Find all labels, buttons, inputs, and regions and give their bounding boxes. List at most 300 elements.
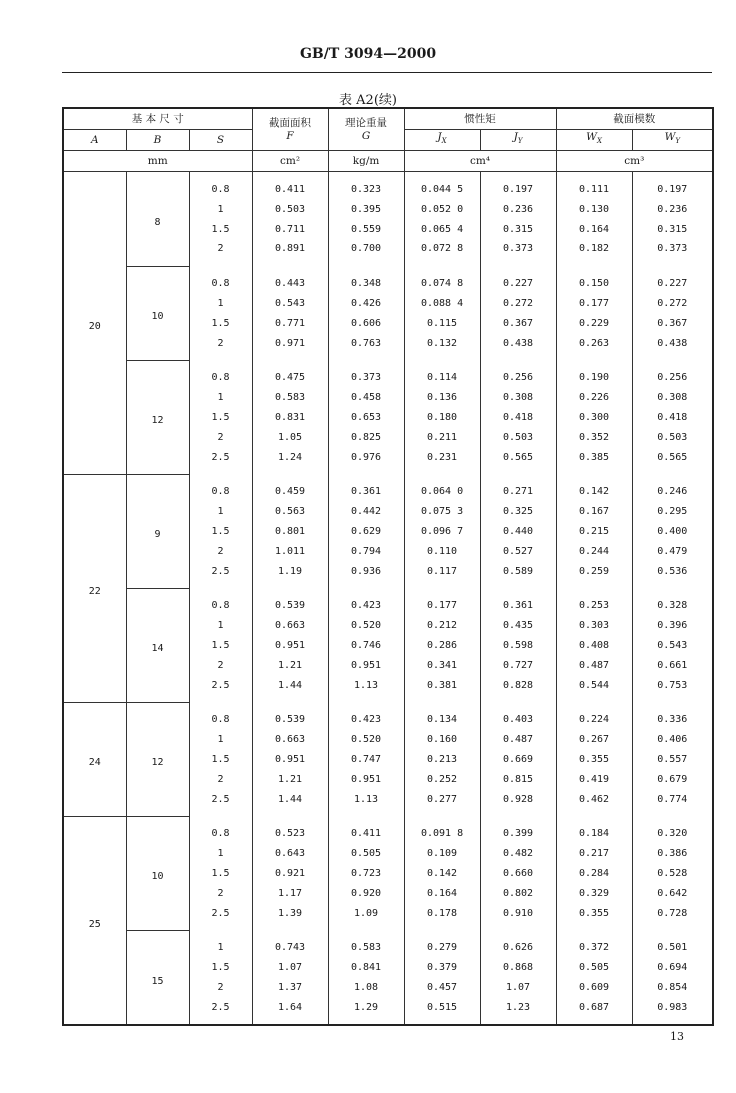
area-header: 截面面积 F [252, 108, 328, 151]
cell-WX: 0.217 [556, 844, 632, 864]
cell-G: 0.747 [328, 750, 404, 770]
cell-WY: 0.308 [632, 388, 713, 408]
cell-S: 2.5 [189, 998, 252, 1026]
cell-JY: 0.482 [480, 844, 556, 864]
unit-kgm: kg/m [328, 151, 404, 172]
cell-WY: 0.501 [632, 930, 713, 958]
cell-WX: 0.259 [556, 562, 632, 589]
cell-WX: 0.111 [556, 172, 632, 200]
cell-F: 0.563 [252, 502, 328, 522]
cell-G: 0.423 [328, 702, 404, 730]
cell-JX: 0.117 [404, 562, 480, 589]
cell-S: 2 [189, 770, 252, 790]
cell-WX: 0.329 [556, 884, 632, 904]
cell-JX: 0.044 5 [404, 172, 480, 200]
cell-JX: 0.136 [404, 388, 480, 408]
cell-JX: 0.091 8 [404, 816, 480, 844]
cell-JX: 0.064 0 [404, 474, 480, 502]
cell-F: 0.951 [252, 636, 328, 656]
cell-WY: 0.315 [632, 220, 713, 240]
table-row [63, 172, 713, 200]
cell-S: 0.8 [189, 702, 252, 730]
cell-WX: 0.352 [556, 428, 632, 448]
cell-WY: 0.295 [632, 502, 713, 522]
cell-JX: 0.231 [404, 448, 480, 475]
section-properties-table [62, 107, 714, 1026]
cell-WY: 0.406 [632, 730, 713, 750]
cell-B: 9 [126, 474, 189, 588]
cell-G: 0.920 [328, 884, 404, 904]
table-header [63, 108, 713, 172]
cell-S: 0.8 [189, 588, 252, 616]
cell-WX: 0.142 [556, 474, 632, 502]
cell-WX: 0.215 [556, 522, 632, 542]
cell-JY: 0.503 [480, 428, 556, 448]
cell-S: 1 [189, 388, 252, 408]
cell-S: 1 [189, 294, 252, 314]
cell-S: 2.5 [189, 790, 252, 817]
cell-S: 2.5 [189, 676, 252, 703]
cell-WY: 0.367 [632, 314, 713, 334]
cell-B: 12 [126, 360, 189, 474]
cell-WX: 0.505 [556, 958, 632, 978]
cell-JX: 0.096 7 [404, 522, 480, 542]
cell-F: 0.443 [252, 266, 328, 294]
cell-JX: 0.132 [404, 334, 480, 361]
cell-WY: 0.536 [632, 562, 713, 589]
cell-WY: 0.543 [632, 636, 713, 656]
cell-F: 1.21 [252, 770, 328, 790]
cell-WX: 0.300 [556, 408, 632, 428]
cell-JY: 0.527 [480, 542, 556, 562]
cell-JY: 0.727 [480, 656, 556, 676]
cell-F: 1.39 [252, 904, 328, 931]
cell-JY: 1.07 [480, 978, 556, 998]
cell-JX: 0.277 [404, 790, 480, 817]
cell-WY: 0.728 [632, 904, 713, 931]
cell-WX: 0.177 [556, 294, 632, 314]
cell-S: 1 [189, 200, 252, 220]
cell-JX: 0.160 [404, 730, 480, 750]
cell-WY: 0.854 [632, 978, 713, 998]
cell-S: 1.5 [189, 864, 252, 884]
cell-JX: 0.114 [404, 360, 480, 388]
cell-JY: 0.828 [480, 676, 556, 703]
cell-WY: 0.246 [632, 474, 713, 502]
cell-F: 0.951 [252, 750, 328, 770]
cell-JY: 0.438 [480, 334, 556, 361]
cell-G: 0.395 [328, 200, 404, 220]
cell-S: 2 [189, 542, 252, 562]
cell-F: 0.459 [252, 474, 328, 502]
cell-JY: 0.272 [480, 294, 556, 314]
table-row [63, 266, 713, 294]
cell-F: 1.07 [252, 958, 328, 978]
cell-WY: 0.503 [632, 428, 713, 448]
cell-JX: 0.212 [404, 616, 480, 636]
cell-G: 0.323 [328, 172, 404, 200]
cell-S: 1 [189, 502, 252, 522]
cell-JX: 0.341 [404, 656, 480, 676]
cell-WX: 0.687 [556, 998, 632, 1026]
cell-F: 1.44 [252, 676, 328, 703]
cell-S: 2 [189, 656, 252, 676]
cell-G: 0.505 [328, 844, 404, 864]
cell-JY: 0.669 [480, 750, 556, 770]
cell-WY: 0.679 [632, 770, 713, 790]
cell-S: 1 [189, 616, 252, 636]
col-A: A [63, 130, 126, 151]
cell-B: 14 [126, 588, 189, 702]
table-row [63, 702, 713, 730]
cell-G: 0.423 [328, 588, 404, 616]
cell-F: 1.011 [252, 542, 328, 562]
cell-WY: 0.396 [632, 616, 713, 636]
cell-JY: 0.440 [480, 522, 556, 542]
cell-G: 0.976 [328, 448, 404, 475]
cell-G: 0.841 [328, 958, 404, 978]
cell-JY: 0.868 [480, 958, 556, 978]
cell-A: 25 [63, 816, 126, 1025]
cell-JX: 0.134 [404, 702, 480, 730]
cell-S: 0.8 [189, 266, 252, 294]
cell-S: 1.5 [189, 314, 252, 334]
cell-S: 0.8 [189, 474, 252, 502]
cell-B: 15 [126, 930, 189, 1025]
cell-S: 1.5 [189, 220, 252, 240]
cell-JX: 0.381 [404, 676, 480, 703]
cell-G: 1.08 [328, 978, 404, 998]
unit-cm4: cm⁴ [404, 151, 556, 172]
cell-WY: 0.328 [632, 588, 713, 616]
cell-JY: 0.598 [480, 636, 556, 656]
cell-WY: 0.528 [632, 864, 713, 884]
cell-JX: 0.515 [404, 998, 480, 1026]
cell-JX: 0.072 8 [404, 239, 480, 266]
table-row [63, 474, 713, 502]
cell-G: 0.723 [328, 864, 404, 884]
cell-S: 1.5 [189, 958, 252, 978]
cell-JX: 0.052 0 [404, 200, 480, 220]
cell-S: 1.5 [189, 750, 252, 770]
cell-WY: 0.386 [632, 844, 713, 864]
cell-G: 0.951 [328, 770, 404, 790]
cell-WY: 0.256 [632, 360, 713, 388]
cell-WY: 0.373 [632, 239, 713, 266]
cell-JY: 0.315 [480, 220, 556, 240]
cell-JY: 0.418 [480, 408, 556, 428]
cell-F: 1.64 [252, 998, 328, 1026]
cell-WY: 0.197 [632, 172, 713, 200]
cell-G: 0.361 [328, 474, 404, 502]
cell-F: 0.891 [252, 239, 328, 266]
cell-G: 0.606 [328, 314, 404, 334]
cell-WX: 0.263 [556, 334, 632, 361]
cell-JX: 0.110 [404, 542, 480, 562]
col-WX: $W_X$ [556, 130, 632, 151]
cell-F: 0.711 [252, 220, 328, 240]
cell-JX: 0.286 [404, 636, 480, 656]
cell-S: 0.8 [189, 172, 252, 200]
cell-F: 1.37 [252, 978, 328, 998]
cell-G: 0.794 [328, 542, 404, 562]
cell-JY: 0.660 [480, 864, 556, 884]
cell-F: 0.831 [252, 408, 328, 428]
cell-JY: 0.227 [480, 266, 556, 294]
weight-header: 理论重量 G [328, 108, 404, 151]
cell-F: 0.475 [252, 360, 328, 388]
cell-F: 1.17 [252, 884, 328, 904]
cell-WX: 0.355 [556, 750, 632, 770]
cell-S: 0.8 [189, 816, 252, 844]
cell-JY: 0.197 [480, 172, 556, 200]
cell-G: 0.458 [328, 388, 404, 408]
cell-JY: 0.367 [480, 314, 556, 334]
cell-B: 8 [126, 172, 189, 267]
cell-G: 0.520 [328, 616, 404, 636]
cell-JX: 0.252 [404, 770, 480, 790]
cell-JX: 0.279 [404, 930, 480, 958]
cell-WX: 0.609 [556, 978, 632, 998]
cell-G: 0.700 [328, 239, 404, 266]
cell-JY: 0.589 [480, 562, 556, 589]
cell-F: 0.643 [252, 844, 328, 864]
cell-G: 0.825 [328, 428, 404, 448]
cell-G: 0.746 [328, 636, 404, 656]
cell-F: 1.05 [252, 428, 328, 448]
cell-S: 2 [189, 978, 252, 998]
cell-G: 0.763 [328, 334, 404, 361]
cell-S: 1 [189, 930, 252, 958]
cell-S: 1.5 [189, 408, 252, 428]
cell-JX: 0.211 [404, 428, 480, 448]
cell-WY: 0.400 [632, 522, 713, 542]
cell-WX: 0.355 [556, 904, 632, 931]
cell-WY: 0.642 [632, 884, 713, 904]
cell-WX: 0.150 [556, 266, 632, 294]
cell-JY: 1.23 [480, 998, 556, 1026]
cell-JY: 0.435 [480, 616, 556, 636]
cell-WY: 0.983 [632, 998, 713, 1026]
cell-WX: 0.224 [556, 702, 632, 730]
cell-G: 0.951 [328, 656, 404, 676]
cell-WX: 0.130 [556, 200, 632, 220]
cell-G: 0.653 [328, 408, 404, 428]
cell-WY: 0.438 [632, 334, 713, 361]
cell-WX: 0.164 [556, 220, 632, 240]
cell-F: 1.44 [252, 790, 328, 817]
cell-JX: 0.115 [404, 314, 480, 334]
cell-G: 1.09 [328, 904, 404, 931]
cell-S: 2.5 [189, 448, 252, 475]
unit-mm: mm [63, 151, 252, 172]
cell-JX: 0.177 [404, 588, 480, 616]
cell-F: 0.921 [252, 864, 328, 884]
cell-F: 0.583 [252, 388, 328, 408]
cell-JY: 0.928 [480, 790, 556, 817]
cell-JY: 0.361 [480, 588, 556, 616]
cell-S: 1 [189, 844, 252, 864]
cell-JX: 0.457 [404, 978, 480, 998]
cell-S: 2 [189, 239, 252, 266]
cell-G: 0.411 [328, 816, 404, 844]
table-title: 表 A2(续) [339, 93, 397, 108]
cell-F: 0.801 [252, 522, 328, 542]
cell-JY: 0.325 [480, 502, 556, 522]
cell-JX: 0.065 4 [404, 220, 480, 240]
cell-F: 0.539 [252, 588, 328, 616]
cell-F: 0.543 [252, 294, 328, 314]
cell-G: 0.426 [328, 294, 404, 314]
cell-JY: 0.399 [480, 816, 556, 844]
cell-S: 2.5 [189, 904, 252, 931]
cell-WX: 0.182 [556, 239, 632, 266]
col-WY: $W_Y$ [632, 130, 713, 151]
cell-JX: 0.213 [404, 750, 480, 770]
basic-size-header: 基 本 尺 寸 [63, 108, 252, 130]
cell-WY: 0.479 [632, 542, 713, 562]
cell-WX: 0.408 [556, 636, 632, 656]
cell-B: 10 [126, 816, 189, 930]
cell-WY: 0.753 [632, 676, 713, 703]
header-rule [62, 72, 712, 73]
col-JY: $J_Y$ [480, 130, 556, 151]
cell-WY: 0.774 [632, 790, 713, 817]
cell-WX: 0.372 [556, 930, 632, 958]
cell-JY: 0.910 [480, 904, 556, 931]
cell-WY: 0.320 [632, 816, 713, 844]
document-code: GB/T 3094—2000 [299, 46, 437, 62]
cell-G: 0.348 [328, 266, 404, 294]
cell-JY: 0.815 [480, 770, 556, 790]
cell-F: 0.971 [252, 334, 328, 361]
cell-A: 20 [63, 172, 126, 475]
cell-WY: 0.557 [632, 750, 713, 770]
cell-WX: 0.190 [556, 360, 632, 388]
unit-cm3: cm³ [556, 151, 713, 172]
cell-G: 0.373 [328, 360, 404, 388]
cell-JY: 0.626 [480, 930, 556, 958]
cell-WX: 0.544 [556, 676, 632, 703]
cell-JY: 0.236 [480, 200, 556, 220]
cell-JX: 0.180 [404, 408, 480, 428]
page-number: 13 [670, 1030, 684, 1043]
cell-JY: 0.373 [480, 239, 556, 266]
table-row [63, 930, 713, 958]
cell-S: 0.8 [189, 360, 252, 388]
cell-WX: 0.244 [556, 542, 632, 562]
cell-JY: 0.565 [480, 448, 556, 475]
cell-WX: 0.167 [556, 502, 632, 522]
cell-JX: 0.142 [404, 864, 480, 884]
cell-G: 1.29 [328, 998, 404, 1026]
cell-F: 0.539 [252, 702, 328, 730]
cell-WY: 0.565 [632, 448, 713, 475]
cell-F: 1.19 [252, 562, 328, 589]
cell-G: 0.520 [328, 730, 404, 750]
cell-F: 0.663 [252, 616, 328, 636]
cell-S: 1.5 [189, 636, 252, 656]
cell-G: 0.629 [328, 522, 404, 542]
cell-WY: 0.694 [632, 958, 713, 978]
cell-WX: 0.253 [556, 588, 632, 616]
cell-JY: 0.308 [480, 388, 556, 408]
cell-F: 0.411 [252, 172, 328, 200]
cell-G: 1.13 [328, 790, 404, 817]
cell-S: 2 [189, 884, 252, 904]
cell-WX: 0.462 [556, 790, 632, 817]
cell-F: 1.24 [252, 448, 328, 475]
cell-WY: 0.418 [632, 408, 713, 428]
cell-WX: 0.229 [556, 314, 632, 334]
cell-WX: 0.284 [556, 864, 632, 884]
cell-S: 1.5 [189, 522, 252, 542]
cell-S: 2.5 [189, 562, 252, 589]
cell-JX: 0.109 [404, 844, 480, 864]
cell-JY: 0.487 [480, 730, 556, 750]
cell-JX: 0.075 3 [404, 502, 480, 522]
cell-S: 2 [189, 428, 252, 448]
cell-JY: 0.403 [480, 702, 556, 730]
cell-S: 2 [189, 334, 252, 361]
cell-A: 24 [63, 702, 126, 816]
cell-JX: 0.074 8 [404, 266, 480, 294]
col-S: S [189, 130, 252, 151]
cell-F: 0.743 [252, 930, 328, 958]
cell-S: 1 [189, 730, 252, 750]
cell-WX: 0.267 [556, 730, 632, 750]
cell-JY: 0.256 [480, 360, 556, 388]
table-row [63, 360, 713, 388]
cell-F: 0.523 [252, 816, 328, 844]
cell-F: 0.503 [252, 200, 328, 220]
cell-G: 0.559 [328, 220, 404, 240]
cell-WX: 0.303 [556, 616, 632, 636]
cell-B: 10 [126, 266, 189, 360]
cell-WX: 0.419 [556, 770, 632, 790]
cell-JY: 0.802 [480, 884, 556, 904]
unit-cm2: cm² [252, 151, 328, 172]
cell-F: 0.771 [252, 314, 328, 334]
table-row [63, 816, 713, 844]
cell-JY: 0.271 [480, 474, 556, 502]
cell-G: 1.13 [328, 676, 404, 703]
cell-F: 0.663 [252, 730, 328, 750]
cell-WX: 0.385 [556, 448, 632, 475]
col-JX: $J_X$ [404, 130, 480, 151]
table-body [63, 172, 713, 1026]
cell-WY: 0.272 [632, 294, 713, 314]
cell-WX: 0.184 [556, 816, 632, 844]
cell-JX: 0.088 4 [404, 294, 480, 314]
cell-F: 1.21 [252, 656, 328, 676]
cell-G: 0.936 [328, 562, 404, 589]
cell-JX: 0.178 [404, 904, 480, 931]
cell-WY: 0.236 [632, 200, 713, 220]
cell-A: 22 [63, 474, 126, 702]
inertia-header: 惯性矩 [404, 108, 556, 130]
cell-JX: 0.379 [404, 958, 480, 978]
modulus-header: 截面模数 [556, 108, 713, 130]
cell-G: 0.583 [328, 930, 404, 958]
cell-WY: 0.227 [632, 266, 713, 294]
cell-WX: 0.487 [556, 656, 632, 676]
cell-WX: 0.226 [556, 388, 632, 408]
table-row [63, 588, 713, 616]
cell-WY: 0.661 [632, 656, 713, 676]
col-B: B [126, 130, 189, 151]
cell-G: 0.442 [328, 502, 404, 522]
